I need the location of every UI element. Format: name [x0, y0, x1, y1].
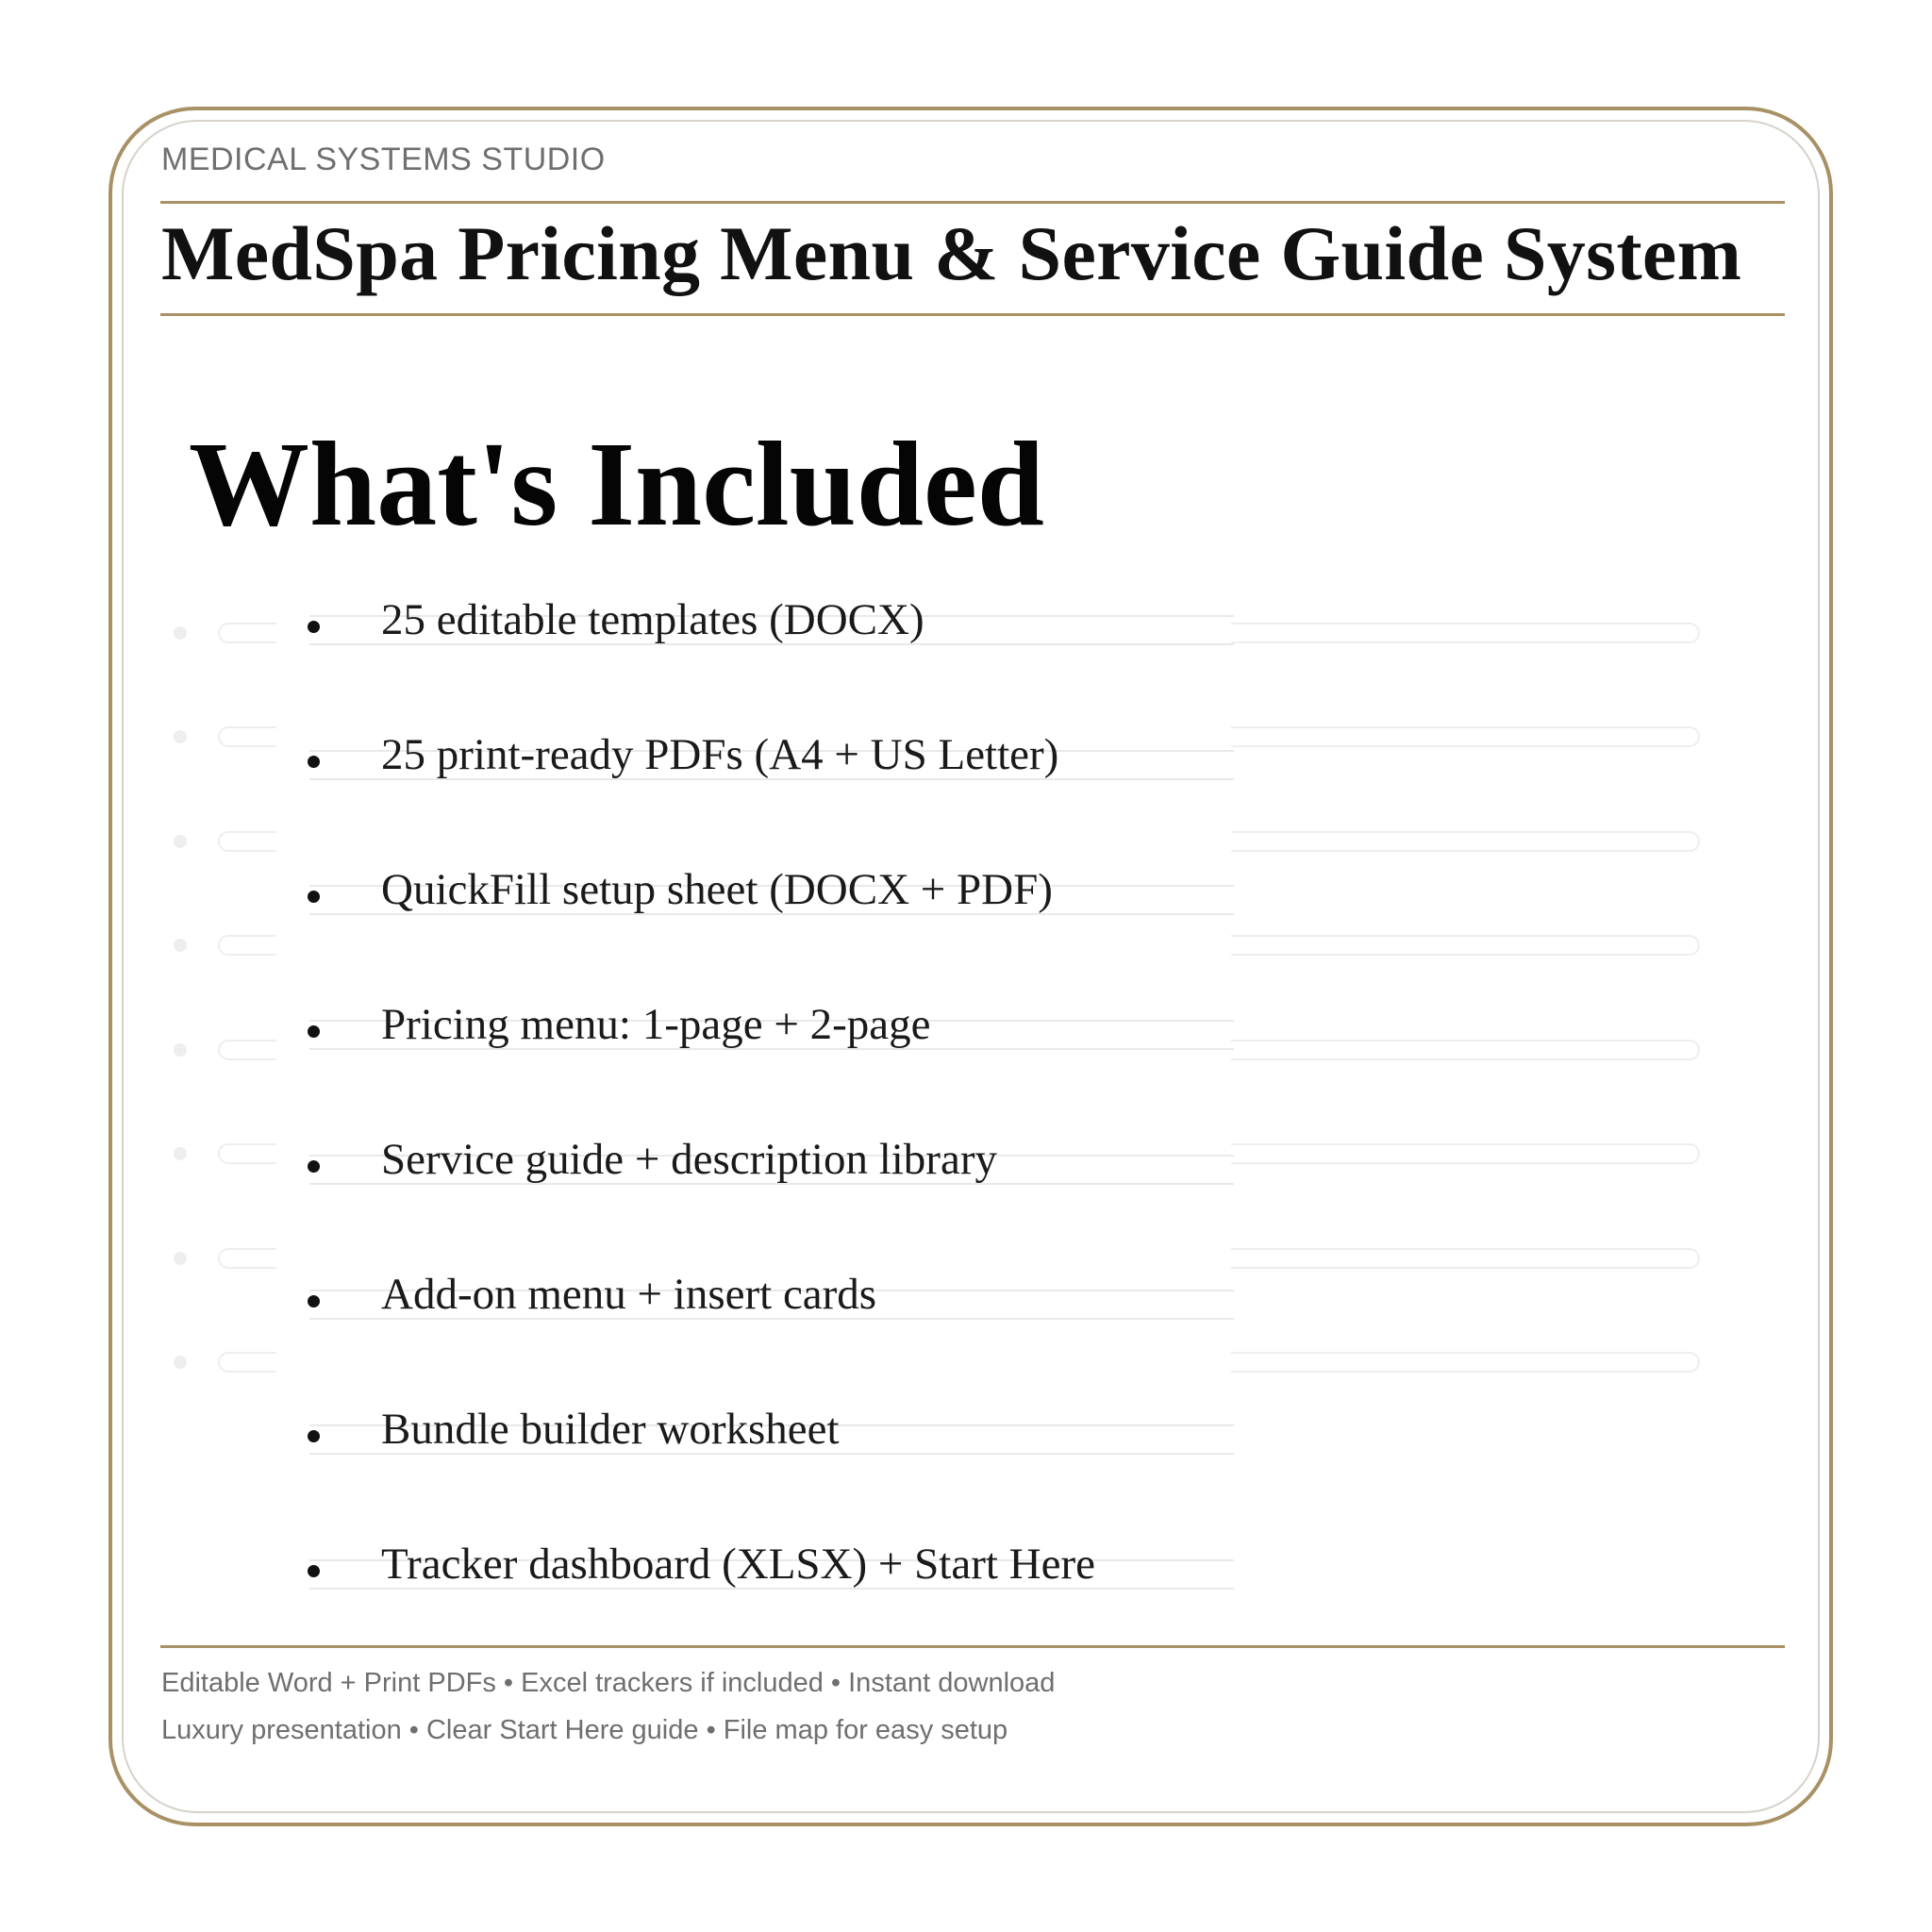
- bullet-icon: [308, 1430, 320, 1442]
- header-top-rule: [160, 201, 1785, 204]
- list-item: [300, 865, 1234, 949]
- bullet-icon: [308, 1025, 320, 1038]
- ghost-bar: [1231, 1143, 1700, 1164]
- list-item-text: 25 editable templates (DOCX): [381, 595, 924, 644]
- ghost-dot: [174, 730, 187, 743]
- footer-rule: [160, 1645, 1785, 1648]
- ghost-dot: [174, 626, 187, 640]
- header-bottom-rule: [160, 313, 1785, 316]
- ghost-dot: [174, 1356, 187, 1369]
- ghost-bar: [1231, 623, 1700, 643]
- ghost-bar: [1231, 1352, 1700, 1373]
- list-item-text: Service guide + description library: [381, 1135, 997, 1184]
- ghost-bar: [1231, 726, 1700, 747]
- ghost-bar: [218, 726, 276, 747]
- ghost-bar: [218, 1040, 276, 1060]
- ghost-bar: [218, 935, 276, 956]
- brand-name: MEDICAL SYSTEMS STUDIO: [161, 142, 606, 177]
- list-item: [300, 1540, 1234, 1624]
- list-item-text: Bundle builder worksheet: [381, 1405, 840, 1454]
- ghost-bar: [1231, 935, 1700, 956]
- list-item-text: Tracker dashboard (XLSX) + Start Here: [381, 1540, 1095, 1589]
- ghost-dot: [174, 835, 187, 848]
- list-item: [300, 1270, 1234, 1354]
- bullet-icon: [308, 756, 320, 768]
- ghost-bar: [1231, 831, 1700, 852]
- list-item: [300, 1000, 1234, 1084]
- ghost-bar: [218, 1352, 276, 1373]
- list-item-text: Pricing menu: 1-page + 2-page: [381, 1000, 931, 1049]
- ghost-bar: [1231, 1040, 1700, 1060]
- footer-features-line: Editable Word + Print PDFs • Excel trackers if included • Instant download: [161, 1668, 1056, 1698]
- ghost-bar: [218, 623, 276, 643]
- ghost-bar: [218, 1143, 276, 1164]
- bullet-icon: [308, 891, 320, 903]
- bullet-icon: [308, 1295, 320, 1307]
- ghost-dot: [174, 1252, 187, 1265]
- list-item-text: 25 print-ready PDFs (A4 + US Letter): [381, 730, 1059, 779]
- product-title: MedSpa Pricing Menu & Service Guide System: [161, 210, 1742, 296]
- footer-presentation-line: Luxury presentation • Clear Start Here guide • File map for easy setup: [161, 1715, 1008, 1745]
- bullet-icon: [308, 1160, 320, 1173]
- ghost-bar: [218, 1248, 276, 1269]
- list-item-text: QuickFill setup sheet (DOCX + PDF): [381, 865, 1053, 914]
- ghost-dot: [174, 939, 187, 952]
- ghost-dot: [174, 1043, 187, 1057]
- list-item: [300, 1135, 1234, 1219]
- ghost-bar: [1231, 1248, 1700, 1269]
- bullet-icon: [308, 621, 320, 633]
- ghost-dot: [174, 1147, 187, 1160]
- bullet-icon: [308, 1565, 320, 1577]
- list-item: [300, 1405, 1234, 1489]
- list-item: [300, 595, 1234, 679]
- section-heading: What's Included: [189, 417, 1044, 551]
- list-item-text: Add-on menu + insert cards: [381, 1270, 877, 1319]
- ghost-bar: [218, 831, 276, 852]
- list-item: [300, 730, 1234, 814]
